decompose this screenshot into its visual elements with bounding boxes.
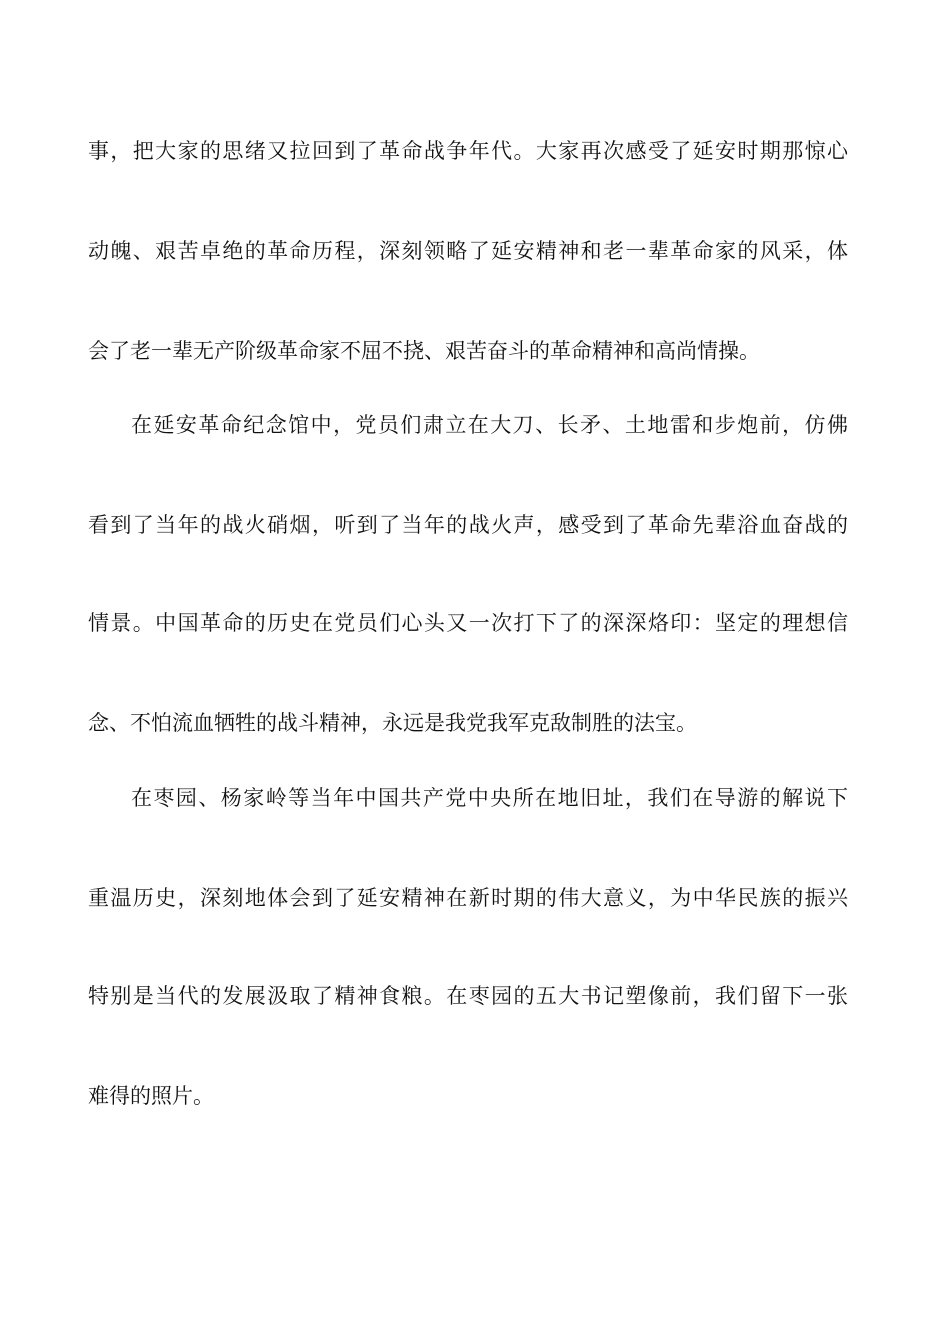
paragraph-2-line-4: 念、不怕流血牺牲的战斗精神，永远是我党我军克敌制胜的法宝。: [88, 711, 697, 735]
paragraph-1-line-2: 动魄、艰苦卓绝的革命历程，深刻领略了延安精神和老一辈革命家的风采，体: [88, 239, 848, 263]
paragraph-2-line-2: 看到了当年的战火硝烟，听到了当年的战火声，感受到了革命先辈浴血奋战的: [88, 513, 848, 537]
paragraph-3-line-4: 难得的照片。: [88, 1084, 214, 1108]
paragraph-2-line-1: 在延安革命纪念馆中，党员们肃立在大刀、长矛、土地雷和步炮前，仿佛: [131, 413, 848, 437]
paragraph-1-line-3: 会了老一辈无产阶级革命家不屈不挠、艰苦奋斗的革命精神和高尚情操。: [88, 339, 760, 363]
paragraph-3-line-2: 重温历史，深刻地体会到了延安精神在新时期的伟大意义，为中华民族的振兴: [88, 886, 848, 910]
paragraph-3-line-1: 在枣园、杨家岭等当年中国共产党中央所在地旧址，我们在导游的解说下: [131, 786, 848, 810]
paragraph-3-line-3: 特别是当代的发展汲取了精神食粮。在枣园的五大书记塑像前，我们留下一张: [88, 984, 848, 1008]
paragraph-2-line-3: 情景。中国革命的历史在党员们心头又一次打下了的深深烙印：坚定的理想信: [88, 611, 848, 635]
paragraph-1-line-1: 事，把大家的思绪又拉回到了革命战争年代。大家再次感受了延安时期那惊心: [88, 139, 848, 163]
